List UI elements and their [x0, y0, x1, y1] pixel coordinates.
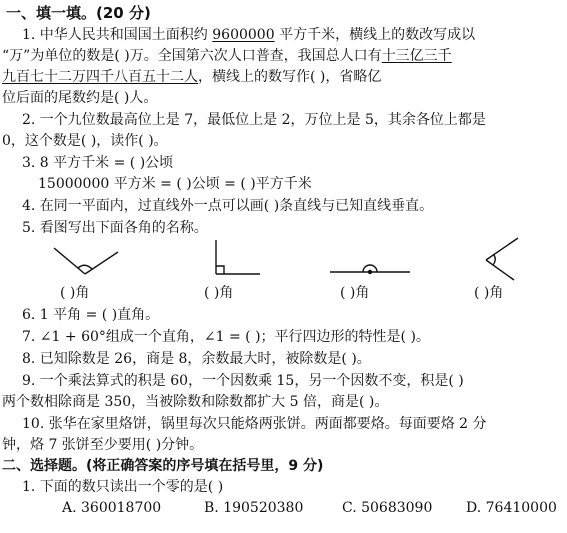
angle-label-1: ( )角: [60, 285, 90, 301]
q8-line: 8. 已知除数是 26，商是 8，余数最大时，被除数是( )。: [22, 351, 371, 367]
q9-line2: 两个数相除商是 350，当被除数和除数都扩大 5 倍，商是( )。: [2, 394, 389, 410]
straight-angle-figure: [330, 256, 412, 282]
section1-title: 一、填一填。(20 分): [6, 4, 151, 22]
obtuse-angle-figure: [52, 240, 122, 282]
q1-text-a: 1. 中华人民共和国国土面积约: [22, 27, 213, 43]
q4-line: 4. 在同一平面内，过直线外一点可以画( )条直线与已知直线垂直。: [22, 198, 434, 214]
q5-line: 5. 看图写出下面各角的名称。: [22, 220, 208, 236]
option-c: C. 50683090: [342, 500, 433, 516]
q2-line2: 0，这个数是( )，读作( )。: [2, 133, 168, 149]
q1-line3: [2, 68, 381, 86]
q7-line: 7. ∠1 + 60°组成一个直角，∠1 = ( )；平行四边形的特性是( )。: [22, 329, 430, 345]
angle-label-2: ( )角: [204, 285, 234, 301]
q3-line2: 15000000 平方米 = ( )公顷 = ( )平方千米: [38, 176, 312, 192]
angle-label-3: ( )角: [340, 285, 370, 301]
section2-title: 二、选择题。(将正确答案的序号填在括号里，9 分): [2, 458, 324, 474]
q1-text-c: “万”为单位的数是( )万。全国第六次人口普查，我国总人口有: [2, 48, 382, 64]
angle-label-4: ( )角: [474, 285, 504, 301]
q9-line1: 9. 一个乘法算式的积是 60，一个因数乘 15，另一个因数不变，积是( ): [22, 373, 464, 389]
option-d: D. 76410000: [466, 500, 557, 516]
q2-line1: 2. 一个九位数最高位上是 7，最低位上是 2，万位上是 5，其余各位上都是: [22, 112, 486, 128]
q1-area-number: 9600000: [212, 27, 275, 43]
q1-population-words-b: 九百七十二万四千八百五十二人: [2, 69, 198, 85]
option-a: A. 360018700: [62, 500, 162, 516]
q6-line: 6. 1 平角 = ( )直角。: [22, 307, 160, 323]
right-angle-figure: [206, 238, 262, 282]
q1-text-d: ，横线上的数写作( )，省略亿: [198, 69, 382, 85]
q10-line2: 钟，烙 7 张饼至少要用( )分钟。: [2, 437, 204, 453]
q3-line1: 3. 8 平方千米 = ( )公顷: [22, 155, 174, 171]
s2-q1-stem: 1. 下面的数只读出一个零的是( ): [22, 479, 224, 495]
q10-line1: 10. 张华在家里烙饼，锅里每次只能烙两张饼。两面都要烙。每面要烙 2 分: [22, 416, 487, 432]
q1-line2: [2, 47, 452, 65]
acute-angle-figure: [482, 236, 522, 284]
q1-population-words-a: 十三亿三千: [381, 48, 452, 64]
option-b: B. 190520380: [204, 500, 304, 516]
q1-line4: 位后面的尾数约是( )人。: [2, 90, 158, 106]
q1-line1: [22, 26, 475, 44]
q1-text-b: 平方千米，横线上的数改写成以: [274, 27, 476, 43]
